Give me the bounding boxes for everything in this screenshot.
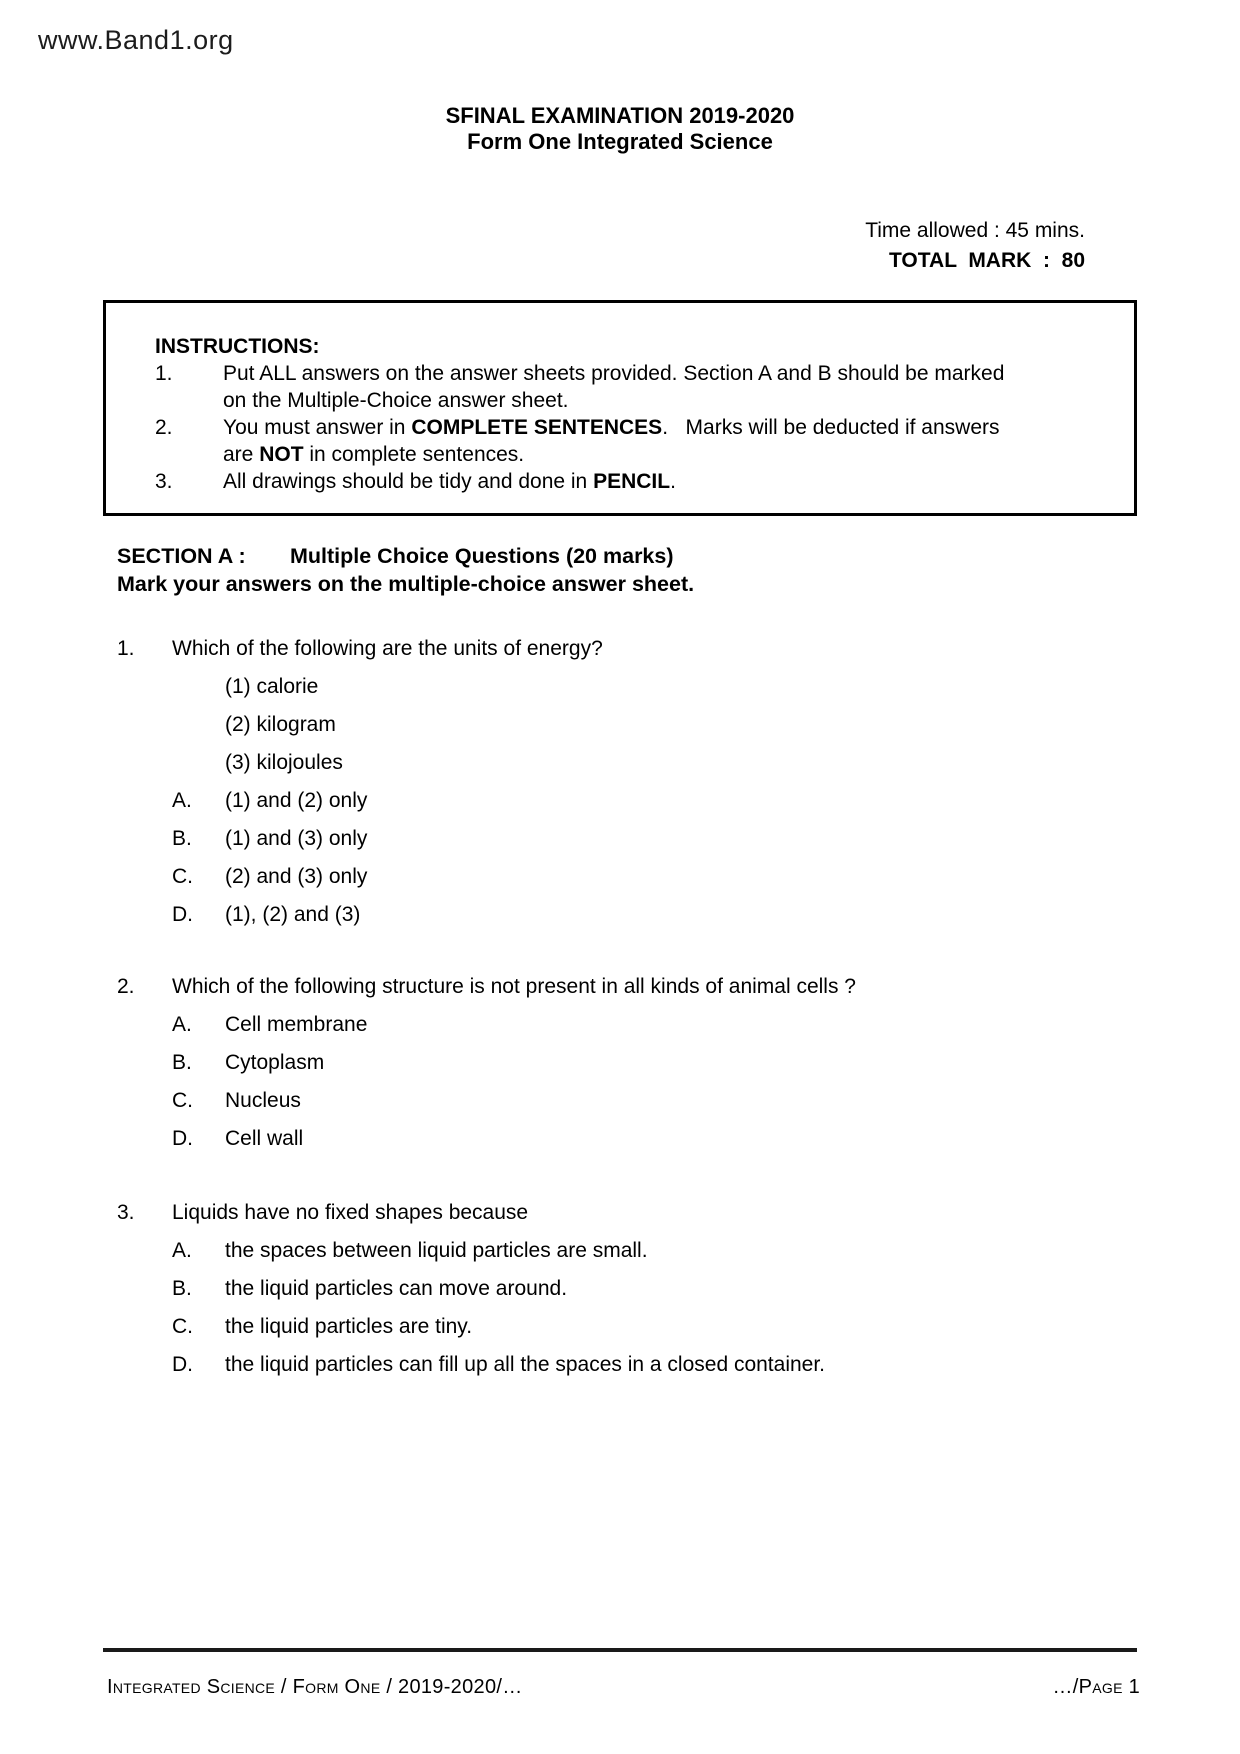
exam-title: SFINAL EXAMINATION 2019-2020 xyxy=(445,103,795,128)
answer-option-letter: B. xyxy=(172,827,192,850)
answer-option-letter: B. xyxy=(172,1277,192,1300)
instruction-number: 2. xyxy=(155,416,173,439)
answer-option-text: (2) and (3) only xyxy=(225,865,368,888)
question-number: 3. xyxy=(117,1201,135,1224)
answer-option-letter: A. xyxy=(172,789,192,812)
footer-page-number: …/Page 1 xyxy=(1052,1676,1140,1698)
answer-option-letter: B. xyxy=(172,1051,192,1074)
answer-option-row xyxy=(172,1120,1117,1158)
answer-option-row xyxy=(172,1006,1117,1044)
question-number: 1. xyxy=(117,637,135,660)
answer-option-text: the liquid particles are tiny. xyxy=(225,1315,473,1338)
answer-option-text: the spaces between liquid particles are small. xyxy=(225,1239,648,1262)
question-row xyxy=(117,1194,1117,1232)
question-row xyxy=(117,630,1117,668)
answer-option-row xyxy=(172,1044,1117,1082)
answer-option-letter: D. xyxy=(172,903,193,926)
answer-option-row xyxy=(172,1308,1117,1346)
answer-option-text: (1), (2) and (3) xyxy=(225,903,361,926)
instruction-text: You must answer in COMPLETE SENTENCES. Marks will be deducted if answers are NOT in complete sentences. xyxy=(223,416,1000,466)
answer-option-row xyxy=(172,896,1117,934)
instruction-item xyxy=(155,468,1110,495)
answer-option-row xyxy=(172,1346,1117,1384)
question-text: Which of the following structure is not present in all kinds of animal cells ? xyxy=(172,975,856,998)
answer-option-letter: C. xyxy=(172,1089,193,1112)
question-row xyxy=(117,968,1117,1006)
exam-subtitle: Form One Integrated Science xyxy=(467,129,773,154)
question-sub-option: (3) kilojoules xyxy=(225,751,343,774)
question-block xyxy=(117,1194,1117,1384)
answer-option-letter: D. xyxy=(172,1127,193,1150)
instructions-heading: INSTRUCTIONS: xyxy=(155,335,320,358)
answer-option-letter: A. xyxy=(172,1013,192,1036)
answer-option-text: (1) and (2) only xyxy=(225,789,368,812)
time-allowed-text: Time allowed : 45 mins. xyxy=(865,219,1085,242)
section-a-subtitle: Mark your answers on the multiple-choice answer sheet. xyxy=(117,572,695,596)
answer-option-letter: C. xyxy=(172,865,193,888)
answer-option-letter: C. xyxy=(172,1315,193,1338)
question-sub-option: (1) calorie xyxy=(225,675,319,698)
answer-option-text: (1) and (3) only xyxy=(225,827,368,850)
answer-option-text: the liquid particles can fill up all the spaces in a closed container. xyxy=(225,1353,826,1376)
question-block xyxy=(117,630,1117,934)
instruction-item xyxy=(155,360,1110,414)
answer-option-text: Nucleus xyxy=(225,1089,301,1112)
instruction-text: Put ALL answers on the answer sheets provided. Section A and B should be marked on the Multiple-Choice answer sheet. xyxy=(223,362,1005,412)
question-sub-option: (2) kilogram xyxy=(225,713,336,736)
question-text: Liquids have no fixed shapes because xyxy=(172,1201,529,1224)
section-a-title: Multiple Choice Questions (20 marks) xyxy=(290,544,674,568)
question-block xyxy=(117,968,1117,1158)
instructions-list xyxy=(155,360,1110,495)
page-footer xyxy=(107,1672,1140,1702)
answer-option-row xyxy=(172,782,1117,820)
footer-divider xyxy=(103,1648,1137,1652)
answer-option-text: Cytoplasm xyxy=(225,1051,325,1074)
answer-option-row xyxy=(172,1082,1117,1120)
section-a-label: SECTION A : xyxy=(117,544,246,568)
exam-meta xyxy=(865,216,1085,276)
answer-option-letter: D. xyxy=(172,1353,193,1376)
answer-option-row xyxy=(172,1232,1117,1270)
answer-option-row xyxy=(172,1270,1117,1308)
instruction-number: 3. xyxy=(155,470,173,493)
answer-option-row xyxy=(172,820,1117,858)
question-text: Which of the following are the units of energy? xyxy=(172,637,603,660)
answer-option-row xyxy=(172,858,1117,896)
footer-document-id: Integrated Science / Form One / 2019-2020/… xyxy=(107,1676,523,1698)
site-watermark: www.Band1.org xyxy=(38,25,234,55)
answer-option-text: the liquid particles can move around. xyxy=(225,1277,568,1300)
instruction-item xyxy=(155,414,1110,468)
question-number: 2. xyxy=(117,975,135,998)
instruction-text: All drawings should be tidy and done in PENCIL. xyxy=(223,470,676,493)
instructions-box xyxy=(103,300,1137,516)
answer-option-text: Cell membrane xyxy=(225,1013,368,1036)
total-mark-text: TOTAL MARK : 80 xyxy=(888,249,1085,272)
answer-option-text: Cell wall xyxy=(225,1127,304,1150)
section-a-heading xyxy=(117,542,674,570)
instruction-number: 1. xyxy=(155,362,173,385)
answer-option-letter: A. xyxy=(172,1239,192,1262)
